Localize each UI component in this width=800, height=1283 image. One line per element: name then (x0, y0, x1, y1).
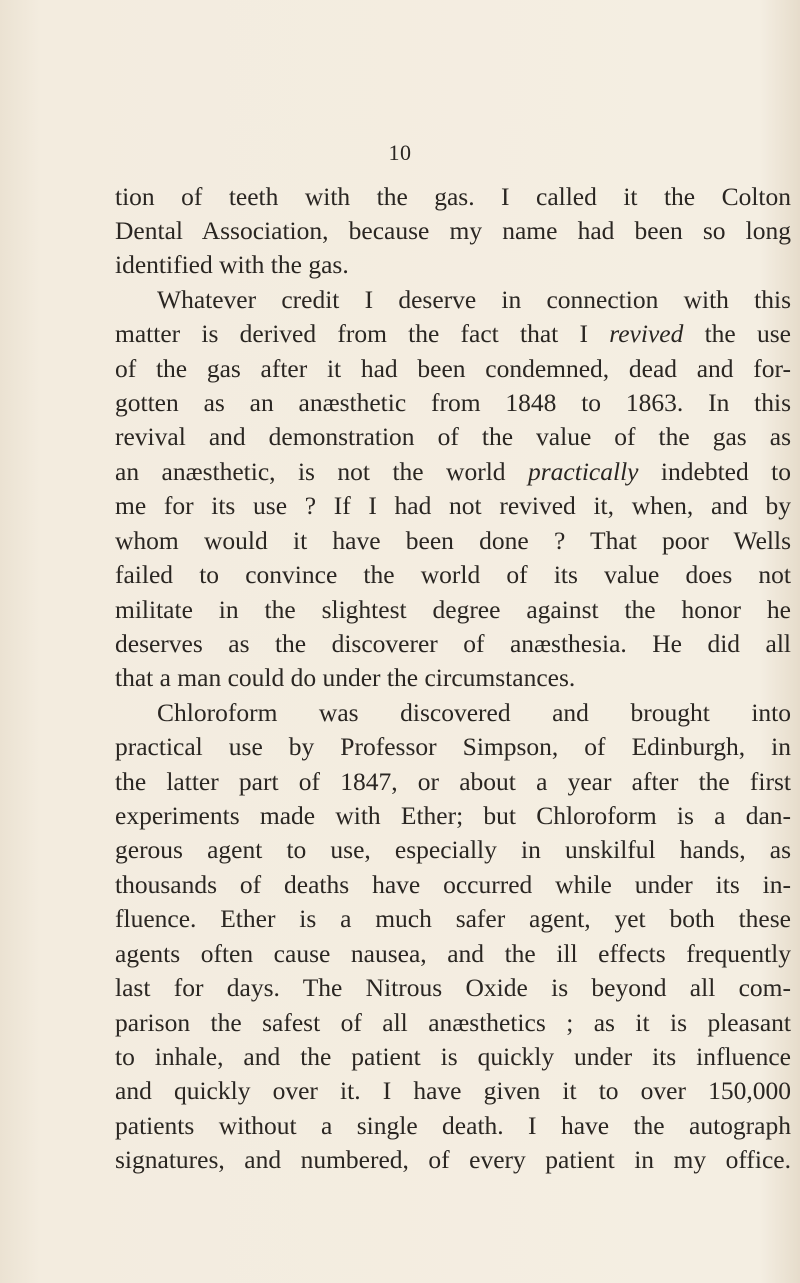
text-line: last for days. The Nitrous Oxide is beyond all com- (115, 973, 791, 1002)
text-line: Whatever credit I deserve in connection with this (157, 285, 791, 314)
text-line: of the gas after it had been condemned, dead and for- (115, 354, 791, 383)
text-line: gotten as an anæsthetic from 1848 to 1863. In this (115, 388, 791, 417)
text-line: deserves as the discoverer of anæsthesia. He did all (115, 629, 791, 658)
text-line: gerous agent to use, especially in unskilful hands, as (115, 835, 791, 864)
text-line: signatures, and numbered, of every patient in my office. (115, 1145, 791, 1174)
text-line: failed to convince the world of its value does not (115, 560, 791, 589)
text-line: militate in the slightest degree against the honor he (115, 595, 791, 624)
emphasis: revived (609, 319, 684, 348)
text-line: tion of teeth with the gas. I called it the Colton (115, 182, 791, 211)
text-line: practical use by Professor Simpson, of Edinburgh, in (115, 732, 791, 761)
text-line: revival and demonstration of the value of the gas as (115, 422, 791, 451)
text-line: patients without a single death. I have the autograph (115, 1111, 791, 1140)
text-line: and quickly over it. I have given it to over 150,000 (115, 1076, 791, 1105)
text-line: fluence. Ether is a much safer agent, yet both these (115, 904, 791, 933)
text-line: Chloroform was discovered and brought into (157, 698, 791, 727)
text-line: that a man could do under the circumstances. (115, 663, 576, 692)
text-line: thousands of deaths have occurred while under its in- (115, 870, 791, 899)
text-line: identified with the gas. (115, 250, 349, 279)
page-number: 10 (388, 140, 412, 165)
text-line: the latter part of 1847, or about a year after the first (115, 767, 791, 796)
text-line: agents often cause nausea, and the ill effects frequently (115, 939, 791, 968)
text-line: experiments made with Ether; but Chloroform is a dan- (115, 801, 791, 830)
text-line: Dental Association, because my name had been so long (115, 216, 791, 245)
text-line: to inhale, and the patient is quickly under its influence (115, 1042, 791, 1071)
emphasis: practically (528, 457, 639, 486)
text-line: whom would it have been done ? That poor Wells (115, 526, 791, 555)
text-line: me for its use ? If I had not revived it, when, and by (115, 491, 791, 520)
text-line: parison the safest of all anæsthetics ; as it is pleasant (115, 1008, 791, 1037)
text-line: an anæsthetic, is not the world practically indebted to (115, 457, 791, 486)
text-line: matter is derived from the fact that I revived the use (115, 319, 791, 348)
